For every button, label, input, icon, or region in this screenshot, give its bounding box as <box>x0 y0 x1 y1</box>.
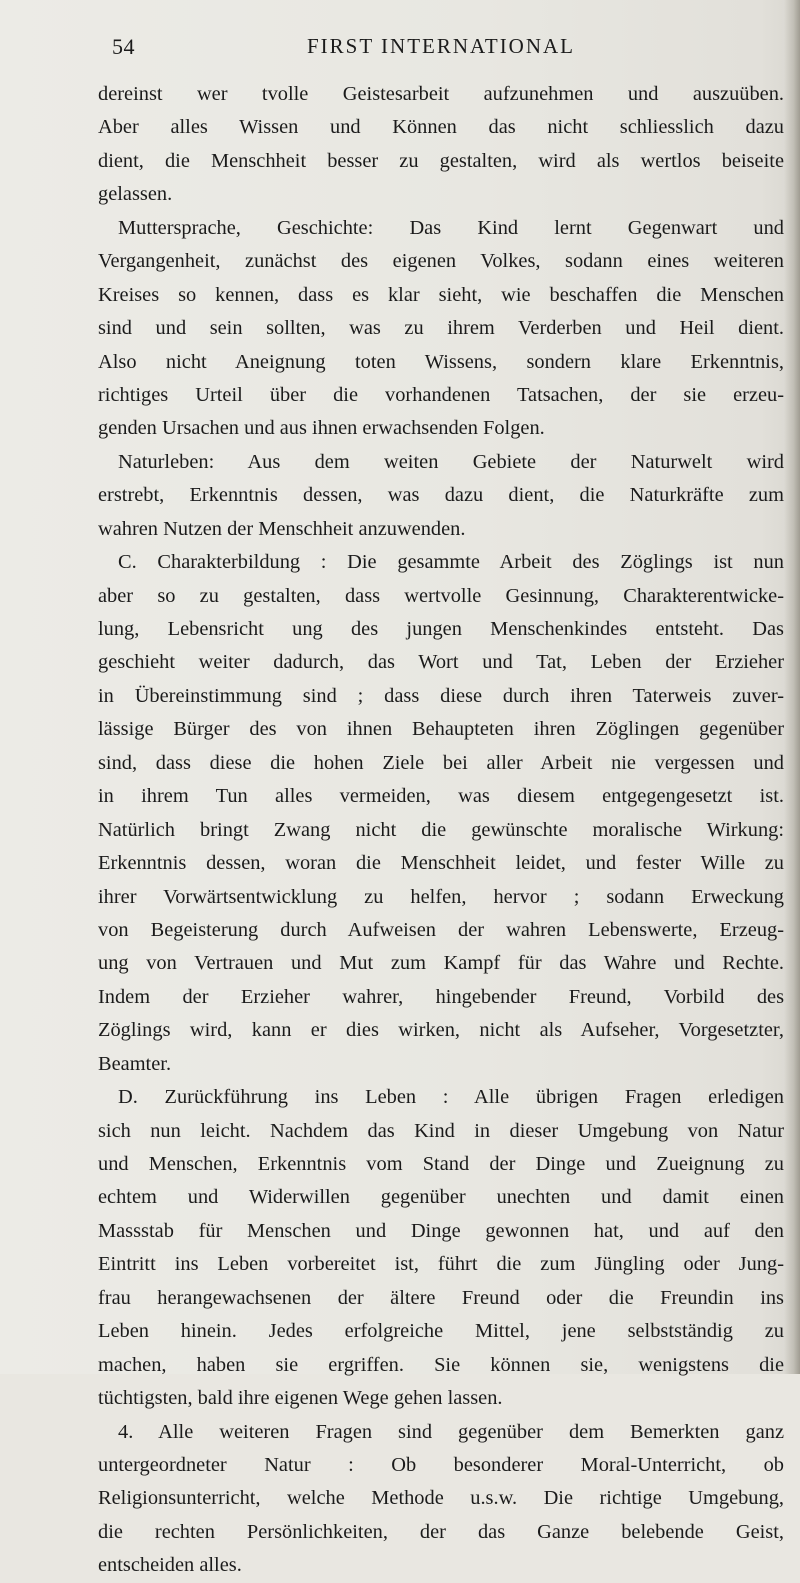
text-line: dient, die Menschheit besser zu gestalten, wird als wertlos beiseite <box>98 149 784 172</box>
text-line: Zöglings wird, kann er dies wirken, nicht als Aufseher, Vorgesetzter, <box>98 1019 784 1042</box>
text-line: Massstab für Menschen und Dinge gewonnen hat, und auf den <box>98 1219 784 1242</box>
text-line: erstrebt, Erkenntnis dessen, was dazu dient, die Naturkräfte zum <box>98 484 784 507</box>
running-head: FIRST INTERNATIONAL <box>306 34 576 58</box>
text-line: richtiges Urteil über die vorhandenen Tatsachen, der sie erzeu- <box>98 383 784 406</box>
text-line: von Begeisterung durch Aufweisen der wahren Lebenswerte, Erzeug- <box>98 918 784 941</box>
text-line: tüchtigsten, bald ihre eigenen Wege gehen lassen. <box>98 1387 503 1410</box>
text-line: Indem der Erzieher wahrer, hingebender Freund, Vorbild des <box>98 985 784 1008</box>
text-line: Beamter. <box>98 1052 172 1075</box>
text-line: 4. Alle weiteren Fragen sind gegenüber dem Bemerkten ganz <box>118 1420 784 1443</box>
text-line: gelassen. <box>98 183 173 206</box>
text-line: aber so zu gestalten, dass wertvolle Gesinnung, Charakterentwicke- <box>98 584 784 607</box>
text-line: sind, dass diese die hohen Ziele bei aller Arbeit nie vergessen und <box>98 751 784 774</box>
text-line: Also nicht Aneignung toten Wissens, sondern klare Erkenntnis, <box>98 350 784 373</box>
text-line: dereinst wer tvolle Geistesarbeit aufzunehmen und auszuüben. <box>98 83 784 105</box>
text-line: Vergangenheit, zunächst des eigenen Volkes, sodann eines weiteren <box>98 250 784 273</box>
text-line: machen, haben sie ergriffen. Sie können sie, wenigstens die <box>98 1353 784 1376</box>
text-line: die rechten Persönlichkeiten, der das Ganze belebende Geist, <box>98 1520 784 1543</box>
text-line: entscheiden alles. <box>98 1554 242 1577</box>
page-header <box>98 34 784 64</box>
page-edge-shadow <box>784 0 800 1374</box>
text-line: C. Charakterbildung : Die gesammte Arbeit des Zöglings ist nun <box>118 551 784 574</box>
text-line: lässige Bürger des von ihnen Behaupteten ihren Zöglingen gegenüber <box>98 718 784 741</box>
text-line: in Übereinstimmung sind ; dass diese durch ihren Taterweis zuver- <box>98 684 784 707</box>
text-line: Kreises so kennen, dass es klar sieht, wie beschaffen die Menschen <box>98 283 784 306</box>
text-line: D. Zurückführung ins Leben : Alle übrigen Fragen erledigen <box>118 1086 784 1109</box>
text-line: sind und sein sollten, was zu ihrem Verderben und Heil dient. <box>98 317 784 340</box>
text-line: untergeordneter Natur : Ob besonderer Moral-Unterricht, ob <box>98 1453 784 1476</box>
text-line: wahren Nutzen der Menschheit anzuwenden. <box>98 517 466 540</box>
text-line: Erkenntnis dessen, woran die Menschheit leidet, und fester Wille zu <box>98 852 784 875</box>
text-line: Aber alles Wissen und Können das nicht schliesslich dazu <box>98 116 784 139</box>
text-line: Leben hinein. Jedes erfolgreiche Mittel, jene selbstständig zu <box>98 1320 784 1343</box>
text-line: in ihrem Tun alles vermeiden, was diesem entgegengesetzt ist. <box>98 785 784 808</box>
text-line: ihrer Vorwärtsentwicklung zu helfen, hervor ; sodann Erweckung <box>98 885 784 908</box>
text-line: geschieht weiter dadurch, das Wort und Tat, Leben der Erzieher <box>98 651 784 674</box>
text-line: lung, Lebensricht ung des jungen Menschenkindes entsteht. Das <box>98 618 784 640</box>
text-line: Natürlich bringt Zwang nicht die gewünschte moralische Wirkung: <box>98 818 784 841</box>
text-line: Eintritt ins Leben vorbereitet ist, führt die zum Jüngling oder Jung- <box>98 1253 784 1276</box>
text-line: Religionsunterricht, welche Methode u.s.w. Die richtige Umgebung, <box>98 1487 784 1510</box>
page-number: 54 <box>112 34 135 59</box>
text-line: echtem und Widerwillen gegenüber unechten und damit einen <box>98 1186 784 1209</box>
text-line: genden Ursachen und aus ihnen erwachsenden Folgen. <box>98 417 545 440</box>
text-line: Muttersprache, Geschichte: Das Kind lernt Gegenwart und <box>118 216 784 239</box>
text-line: und Menschen, Erkenntnis vom Stand der Dinge und Zueignung zu <box>98 1153 784 1175</box>
text-line: ung von Vertrauen und Mut zum Kampf für das Wahre und Rechte. <box>98 952 784 975</box>
text-line: sich nun leicht. Nachdem das Kind in dieser Umgebung von Natur <box>98 1119 784 1142</box>
body-text <box>98 78 784 1583</box>
text-line: frau herangewachsenen der ältere Freund oder die Freundin ins <box>98 1286 784 1309</box>
text-line: Naturleben: Aus dem weiten Gebiete der Naturwelt wird <box>118 450 784 473</box>
